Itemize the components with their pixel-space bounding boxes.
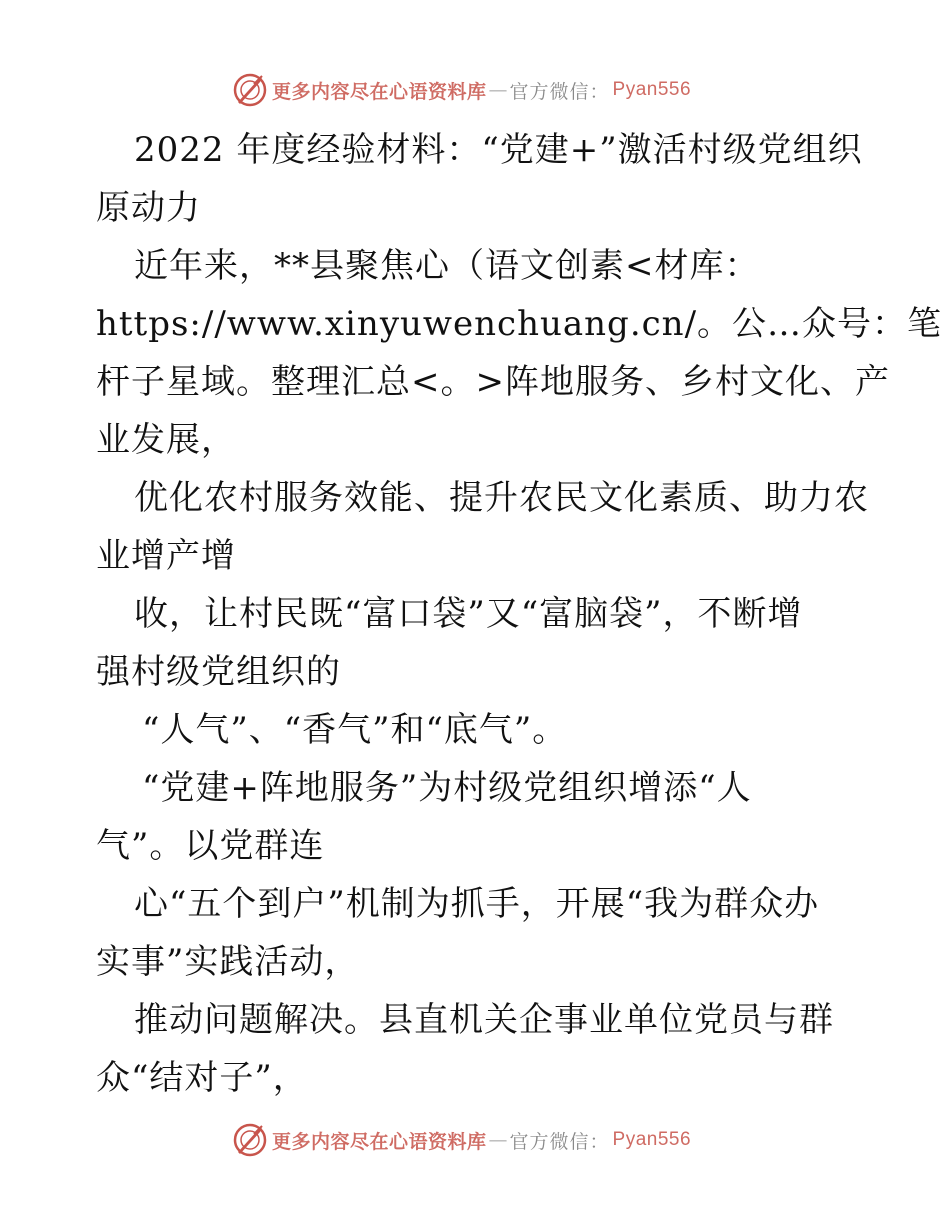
paragraph-line: 强村级党组织的 bbox=[96, 652, 341, 692]
paragraph-line: 杆子星域。整理汇总<。>阵地服务、乡村文化、产 bbox=[96, 362, 890, 402]
watermark-separator: — bbox=[488, 1129, 508, 1151]
paragraph-line: 推动问题解决。县直机关企事业单位党员与群 bbox=[134, 1000, 834, 1040]
paragraph-line: 优化农村服务效能、提升农民文化素质、助力农 bbox=[134, 478, 869, 518]
paragraph-line: 收，让村民既“富口袋”又“富脑袋”，不断增 bbox=[134, 594, 803, 634]
header-watermark bbox=[232, 72, 691, 108]
paragraph-line: 众“结对子”， bbox=[96, 1058, 308, 1098]
watermark-label: 官方微信 bbox=[509, 1130, 590, 1153]
paragraph-line: 业发展， bbox=[96, 420, 236, 460]
watermark-site-text: 更多内容尽在心语资料库 bbox=[272, 1130, 487, 1153]
watermark-handle: Pyan556 bbox=[612, 79, 692, 100]
watermark-handle: Pyan556 bbox=[612, 1129, 692, 1150]
paragraph-line: 近年来，**县聚焦心（语文创素<材库： bbox=[134, 246, 760, 286]
paragraph-line: 业增产增 bbox=[96, 536, 236, 576]
footer-watermark bbox=[232, 1122, 691, 1158]
title-line-1: 2022 年度经验材料：“党建+”激活村级党组织 bbox=[134, 130, 863, 170]
paragraph-line: 气”。以党群连 bbox=[96, 826, 325, 866]
watermark-colon: ： bbox=[589, 80, 609, 103]
document-body bbox=[96, 121, 943, 1107]
quill-logo-icon bbox=[232, 72, 268, 108]
watermark-colon: ： bbox=[589, 1130, 609, 1153]
paragraph-line: 实事”实践活动， bbox=[96, 942, 360, 982]
title-line-2: 原动力 bbox=[96, 188, 201, 228]
paragraph-line: https://www.xinyuwenchuang.cn/。公…众号：笔 bbox=[96, 304, 943, 344]
watermark-separator: — bbox=[488, 79, 508, 101]
paragraph-line: “人气”、“香气”和“底气”。 bbox=[142, 710, 568, 750]
paragraph-line: “党建+阵地服务”为村级党组织增添“人 bbox=[142, 768, 752, 808]
watermark-site-text: 更多内容尽在心语资料库 bbox=[272, 80, 487, 103]
paragraph-line: 心“五个到户”机制为抓手，开展“我为群众办 bbox=[134, 884, 820, 924]
watermark-label: 官方微信 bbox=[509, 80, 590, 103]
quill-logo-icon bbox=[232, 1122, 268, 1158]
